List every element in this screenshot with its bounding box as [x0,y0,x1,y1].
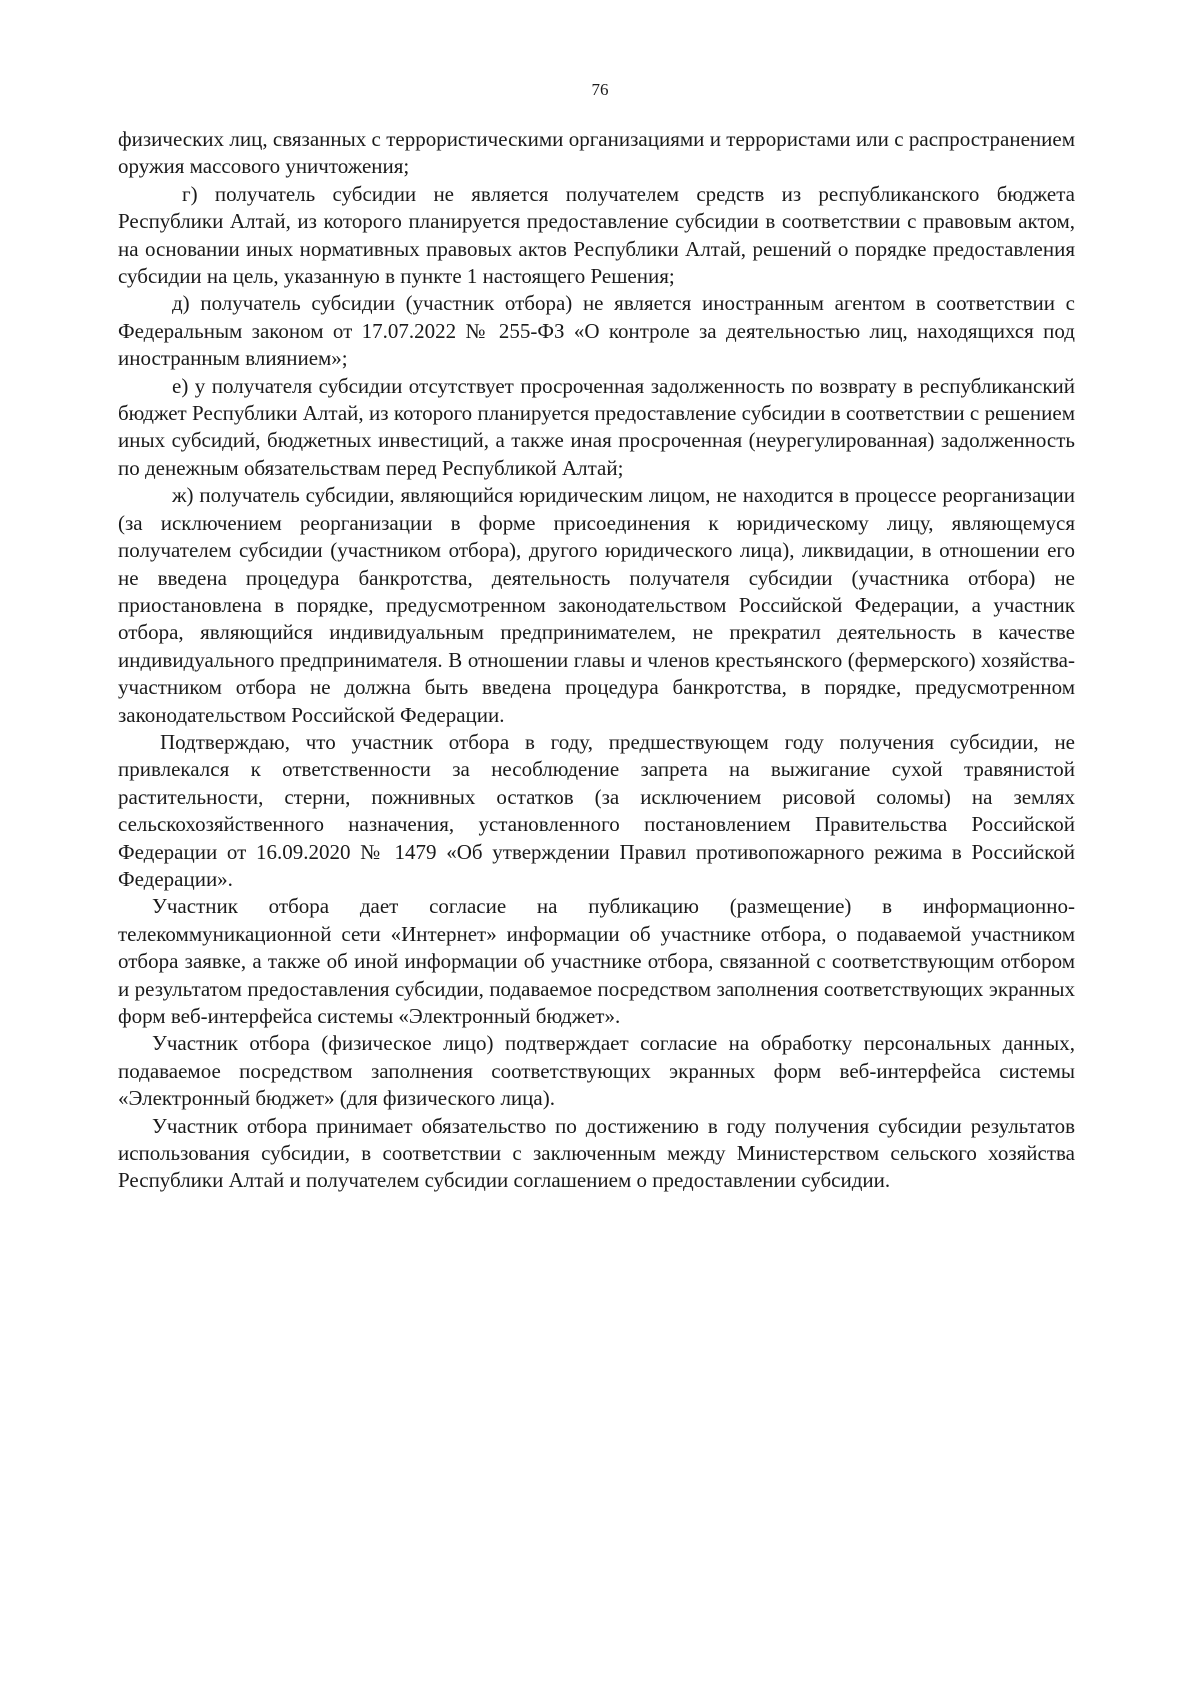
paragraph-item-zh: ж) получатель субсидии, являющийся юридическим лицом, не находится в процессе реорганизации (за исключением реорганизации в форме присоединения к юридическому лицу, являющемуся получателем субсидии (участником отбора), другого юридического лица), ликвидации, в отношении его не введена процедура банкротства, деятельность получателя субсидии (участника отбора) не приостановлена в порядке, предусмотренном законодательством Российской Федерации, а участник отбора, являющийся индивидуальным предпринимателем, не прекратил деятельность в качестве индивидуального предпринимателя. В отношении главы и членов крестьянского (фермерского) хозяйства-участником отбора не должна быть введена процедура банкротства, в порядке, предусмотренном законодательством Российской Федерации. [118,483,1075,727]
paragraph-item-g: г) получатель субсидии не является получателем средств из республиканского бюджета Республики Алтай, из которого планируется предоставление субсидии в соответствии с правовым актом, на основании иных нормативных правовых актов Республики Алтай, решений о порядке предоставления субсидии на цель, указанную в пункте 1 настоящего Решения; [118,181,1075,289]
page-number: 76 [591,80,609,99]
paragraph-obligation: Участник отбора принимает обязательство по достижению в году получения субсидии результатов использования субсидии, в соответствии с заключенным между Министерством сельского хозяйства Республики Алтай и получателем субсидии соглашением о предоставлении субсидии. [118,1113,1075,1193]
paragraph-personal-data-consent: Участник отбора (физическое лицо) подтверждает согласие на обработку персональных данных, подаваемое посредством заполнения соответствующих экранных форм веб-интерфейса системы «Электронный бюджет» (для физического лица). [118,1031,1075,1111]
paragraph-continuation: физических лиц, связанных с террористическими организациями и террористами или с распространением оружия массового уничтожения; [118,127,1075,179]
paragraph-confirmation: Подтверждаю, что участник отбора в году, предшествующем году получения субсидии, не привлекался к ответственности за несоблюдение запрета на выжигание сухой травянистой растительности, стерни, пожнивных остатков (за исключением рисовой соломы) на землях сельскохозяйственного назначения, установленного постановлением Правительства Российской Федерации от 16.09.2020 № 1479 «Об утверждении Правил противопожарного режима в Российской Федерации». [118,729,1075,891]
document-body [118,126,1075,1195]
paragraph-item-e: е) у получателя субсидии отсутствует просроченная задолженность по возврату в республиканский бюджет Республики Алтай, из которого планируется предоставление субсидии в соответствии с решением иных субсидий, бюджетных инвестиций, а также иная просроченная (неурегулированная) задолженность по денежным обязательствам перед Республикой Алтай; [118,373,1075,480]
paragraph-item-d: д) получатель субсидии (участник отбора) не является иностранным агентом в соответствии с Федеральным законом от 17.07.2022 № 255-ФЗ «О контроле за деятельностью лиц, находящихся под иностранным влиянием»; [118,291,1075,371]
paragraph-publication-consent: Участник отбора дает согласие на публикацию (размещение) в информационно-телекоммуникационной сети «Интернет» информации об участнике отбора, о подаваемой участником отбора заявке, а также об иной информации об участнике отбора, связанной с соответствующим отбором и результатом предоставления субсидии, подаваемое посредством заполнения соответствующих экранных форм веб-интерфейса системы «Электронный бюджет». [118,894,1075,1028]
